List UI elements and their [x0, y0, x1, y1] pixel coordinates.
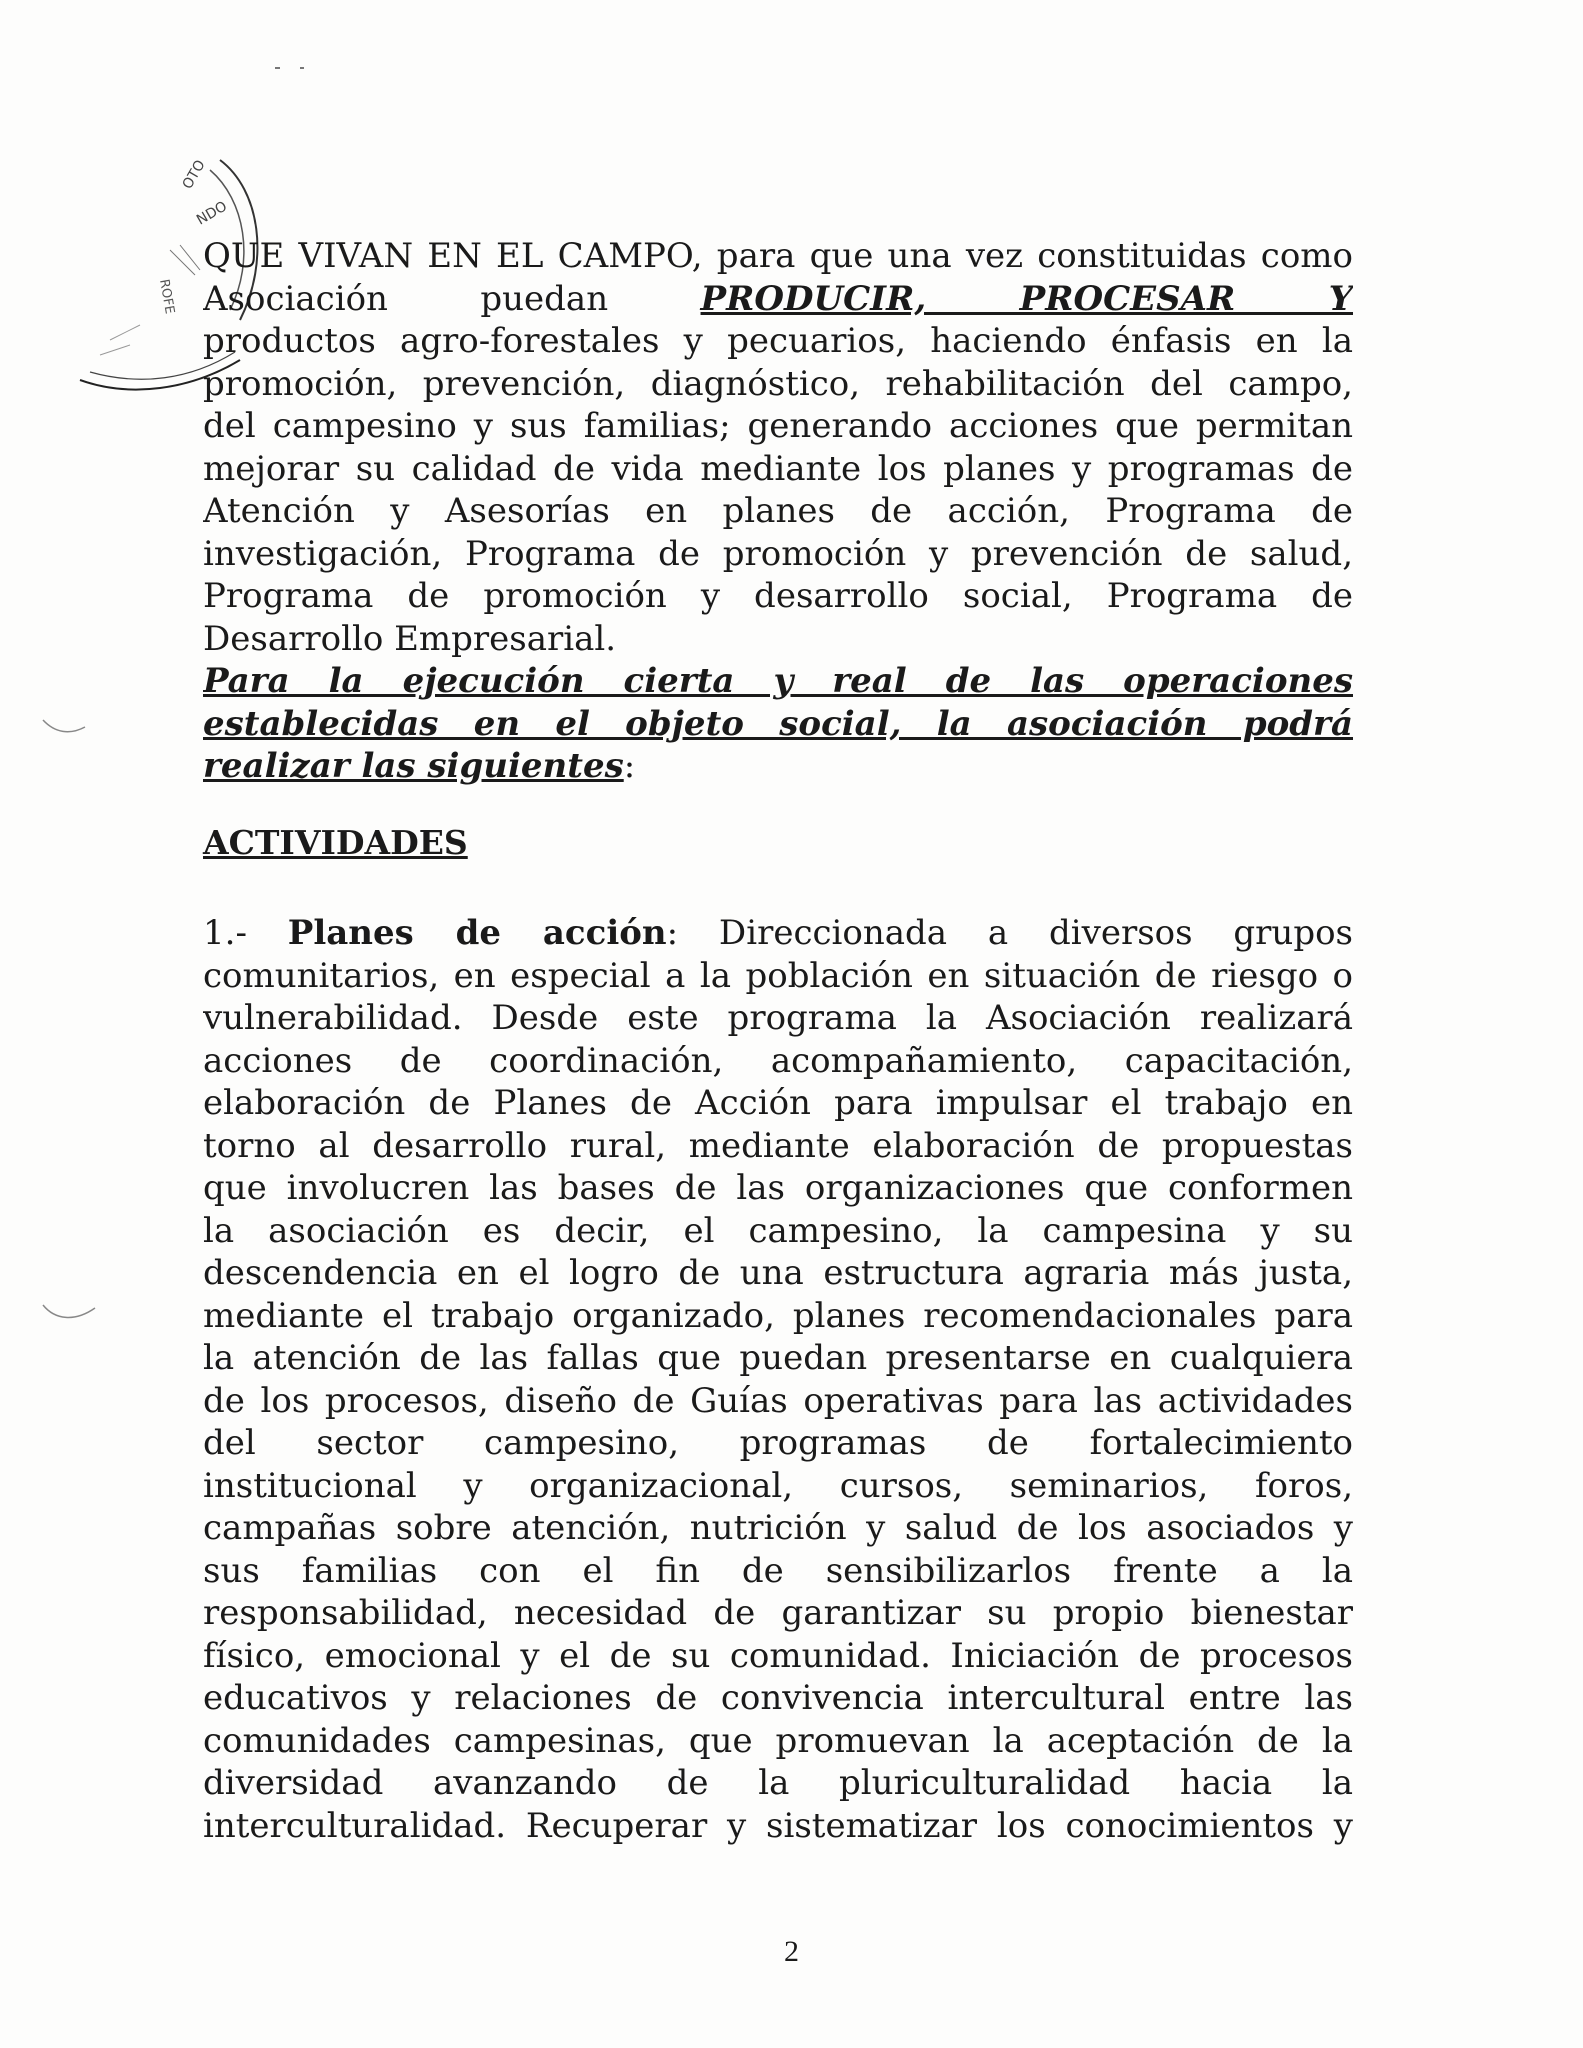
text-line: productos agro-forestales y pecuarios, haciendo énfasis en la — [203, 321, 1353, 361]
svg-text:OTO: OTO — [179, 157, 209, 192]
item-title: Planes de acción — [287, 913, 667, 953]
text-line: del campesino y sus familias; generando acciones que permitan — [203, 406, 1353, 446]
text-line: físico, emocional y el de su comunidad. Iniciación de procesos — [203, 1635, 1353, 1676]
text-line: investigación, Programa de promoción y prevención de salud, — [203, 533, 1353, 574]
text-line: mejorar su calidad de vida mediante los planes y programas de — [203, 448, 1353, 489]
text-run: : — [623, 746, 636, 786]
svg-text:ROFE: ROFE — [156, 278, 177, 316]
text-line: comunidades campesinas, que promuevan la aceptación de la — [203, 1720, 1353, 1761]
text-line: sus familias con el fin de sensibilizarlos frente a la — [203, 1550, 1353, 1591]
text-run: Direccionada a diversos grupos — [678, 913, 1353, 953]
page-number: 2 — [784, 1935, 799, 1968]
text-line: Atención y Asesorías en planes de acción, Programa de — [203, 491, 1353, 531]
item-paragraph — [203, 912, 1353, 1847]
emphasized-line: Para la ejecución cierta y real de las operaciones — [203, 661, 1353, 701]
text-line: interculturalidad. Recuperar y sistematizar los conocimientos y — [203, 1805, 1353, 1846]
emphasized-line: establecidas en el objeto social, la asociación podrá — [203, 703, 1353, 744]
scan-mark — [270, 62, 330, 74]
text-line: la asociación es decir, el campesino, la campesina y su — [203, 1210, 1353, 1251]
text-line: institucional y organizacional, cursos, seminarios, foros, — [203, 1465, 1353, 1506]
intro-paragraph — [203, 235, 1353, 660]
text-line: diversidad avanzando de la pluriculturalidad hacia la — [203, 1763, 1353, 1803]
text-line: mediante el trabajo organizado, planes recomendacionales para — [203, 1295, 1353, 1336]
item-number: 1.- — [203, 913, 247, 953]
emphasized-line — [203, 745, 1353, 788]
text-line: acciones de coordinación, acompañamiento, capacitación, — [203, 1040, 1353, 1081]
text-run: Asociación puedan — [203, 278, 701, 319]
text-line: elaboración de Planes de Acción para impulsar el trabajo en — [203, 1083, 1353, 1123]
text-line: la atención de las fallas que puedan presentarse en cualquiera — [203, 1338, 1353, 1378]
text-line: del sector campesino, programas de fortalecimiento — [203, 1423, 1353, 1463]
section-heading: ACTIVIDADES — [203, 823, 468, 862]
text-line — [203, 278, 1353, 321]
text-line: responsabilidad, necesidad de garantizar su propio bienestar — [203, 1593, 1353, 1633]
text-line: QUE VIVAN EN EL CAMPO, para que una vez constituidas como — [203, 236, 1353, 276]
text-line: campañas sobre atención, nutrición y salud de los asociados y — [203, 1508, 1353, 1548]
operations-statement — [203, 660, 1353, 788]
text-line: promoción, prevención, diagnóstico, rehabilitación del campo, — [203, 363, 1353, 404]
emphasized-phrase: PRODUCIR, PROCESAR Y — [700, 278, 1353, 319]
svg-text:NDO: NDO — [194, 198, 230, 229]
text-line: torno al desarrollo rural, mediante elaboración de propuestas — [203, 1125, 1353, 1166]
scan-mark — [40, 715, 90, 740]
text-run: : — [666, 913, 679, 953]
text-line: vulnerabilidad. Desde este programa la Asociación realizará — [203, 998, 1353, 1038]
emphasized-phrase: realizar las siguientes — [203, 746, 624, 786]
text-line: Programa de promoción y desarrollo social, Programa de — [203, 576, 1353, 616]
scan-mark — [40, 1300, 100, 1330]
text-line — [203, 912, 1353, 955]
text-line: descendencia en el logro de una estructura agraria más justa, — [203, 1253, 1353, 1293]
text-line: de los procesos, diseño de Guías operativas para las actividades — [203, 1380, 1353, 1421]
text-line: comunitarios, en especial a la población en situación de riesgo o — [203, 955, 1353, 996]
text-line: que involucren las bases de las organizaciones que conformen — [203, 1168, 1353, 1208]
text-line: Desarrollo Empresarial. — [203, 618, 617, 659]
text-line: educativos y relaciones de convivencia intercultural entre las — [203, 1678, 1353, 1718]
